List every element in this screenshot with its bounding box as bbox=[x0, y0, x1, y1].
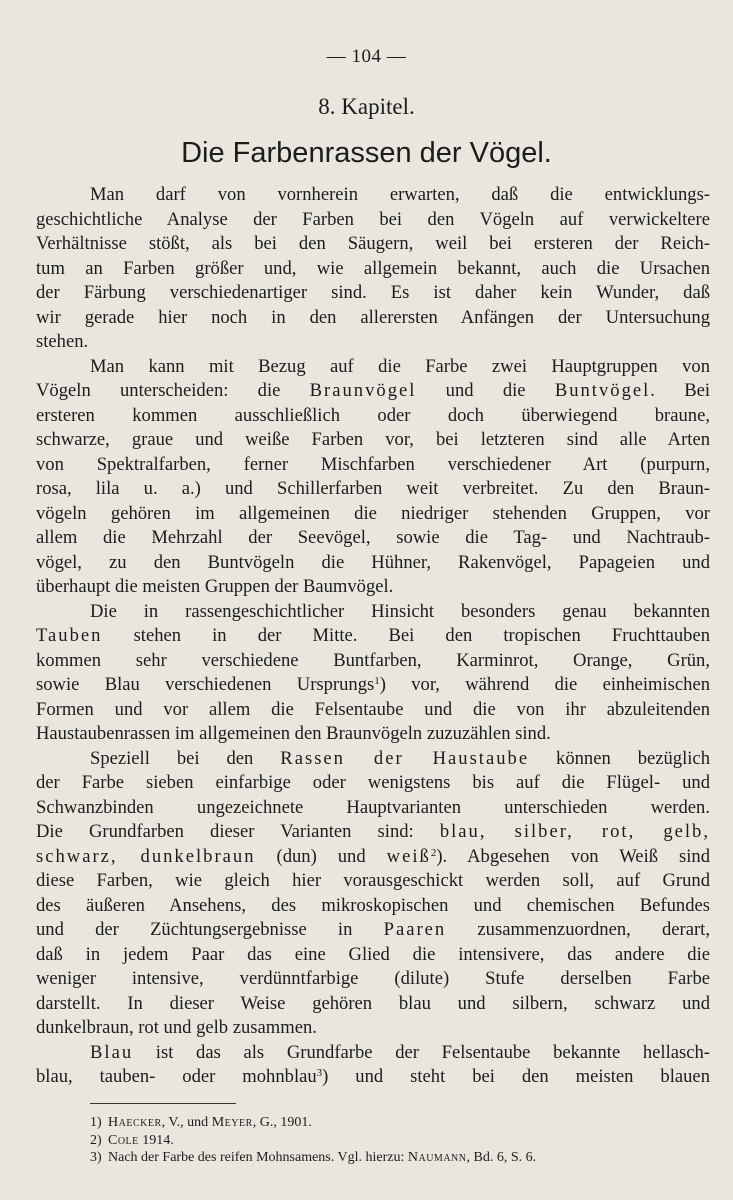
emphasis-term: Braunvögel bbox=[309, 380, 417, 401]
text-line: daß in jedem Paar das eine Glied die intensivere, das andere die bbox=[36, 943, 710, 965]
page-number: — 104 — bbox=[326, 46, 407, 67]
text-line: schwarz, dunkelbraun (dun) und weiß$^2$). Abgesehen von Weiß sind bbox=[36, 845, 711, 867]
emphasis-term: Rassen der Haustaube bbox=[280, 747, 530, 769]
text-line: rosa, lila u. a.) und Schillerfarben weit verbreitet. Zu den Braun- bbox=[36, 478, 710, 499]
text-line: ersteren kommen ausschließlich oder doch überwiegend braune, bbox=[36, 404, 710, 426]
text-line: Blau ist das als Grundfarbe der Felsentaube bekannte hellasch- bbox=[90, 1041, 710, 1063]
text-line: Haustaubenrassen im allgemeinen den Braunvögeln zuzuzählen sind. bbox=[36, 723, 551, 744]
text-line: kommen sehr verschiedene Buntfarben, Karminrot, Orange, Grün, bbox=[36, 649, 710, 671]
footnotes bbox=[90, 1114, 730, 1167]
emphasis-term: Paaren bbox=[383, 919, 447, 940]
text-line: Die in rassengeschichtlicher Hinsicht besonders genau bekannten bbox=[90, 600, 710, 622]
text-line: vögel, zu den Buntvögeln die Hühner, Rakenvögel, Papageien und bbox=[36, 551, 710, 573]
text-line: schwarze, graue und weiße Farben vor, bei letzteren sind alle Arten bbox=[36, 429, 710, 450]
text-line: Man kann mit Bezug auf die Farbe zwei Hauptgruppen von bbox=[90, 355, 710, 377]
footnote: 3) Nach der Farbe des reifen Mohnsamens. Vgl. hierzu: Naumann, Bd. 6, S. 6. bbox=[90, 1150, 537, 1165]
text-line: tum an Farben größer und, wie allgemein bekannt, auch die Ursachen bbox=[36, 257, 710, 279]
text-line: vögeln gehören im allgemeinen die niedriger stehenden Gruppen, vor bbox=[36, 502, 710, 524]
text-line: Vögeln unterscheiden: die Braunvögel und die Buntvögel. Bei bbox=[36, 380, 711, 401]
text-line: dunkelbraun, rot und gelb zusammen. bbox=[36, 1017, 317, 1038]
text-line: wir gerade hier noch in den allerersten Anfängen der Untersuchung bbox=[36, 306, 710, 328]
text-line: weniger intensive, verdünntfarbige (dilute) Stufe derselben Farbe bbox=[36, 968, 710, 989]
emphasis-term: Blau bbox=[90, 1041, 134, 1063]
emphasis-term: weiß bbox=[386, 845, 431, 867]
text-line: darstellt. In dieser Weise gehören blau und silbern, schwarz und bbox=[36, 992, 710, 1014]
text-line: Tauben stehen in der Mitte. Bei den tropischen Fruchttauben bbox=[36, 625, 711, 646]
emphasis-term: Tauben bbox=[36, 625, 103, 646]
text-line: geschichtliche Analyse der Farben bei den Vögeln auf verwickeltere bbox=[36, 208, 710, 230]
text-line: der Farbe sieben einfarbige oder wenigstens bis auf die Flügel- und bbox=[36, 772, 710, 793]
text-line: von Spektralfarben, ferner Mischfarben verschiedener Art (purpurn, bbox=[36, 453, 710, 475]
text-line: sowie Blau verschiedenen Ursprungs$^1$) vor, während die einheimischen bbox=[36, 674, 710, 695]
text-line: Verhältnisse stößt, als bei den Säugern, weil bei ersteren der Reich- bbox=[36, 233, 710, 254]
text-line: des äußeren Ansehens, des mikroskopischen und chemischen Befundes bbox=[36, 894, 710, 916]
body-text bbox=[36, 183, 710, 1090]
emphasis-term: blau, silber, rot, gelb, bbox=[439, 821, 710, 842]
text-line: allem die Mehrzahl der Seevögel, sowie die Tag- und Nachtraub- bbox=[36, 527, 710, 548]
emphasis-term: schwarz, dunkelbraun bbox=[36, 845, 256, 867]
chapter-heading: 8. Kapitel. bbox=[318, 94, 415, 119]
footnote-ref: 3 bbox=[316, 1067, 323, 1079]
text-line: Man darf von vornherein erwarten, daß die entwicklungs- bbox=[90, 184, 710, 205]
footnote-ref: 2 bbox=[430, 846, 437, 859]
text-line: überhaupt die meisten Gruppen der Baumvögel. bbox=[36, 576, 394, 597]
text-line: der Färbung verschiedenartiger sind. Es ist daher kein Wunder, daß bbox=[36, 282, 710, 303]
text-line: und der Züchtungsergebnisse in Paaren zusammenzuordnen, derart, bbox=[36, 919, 710, 940]
text-line: blau, tauben- oder mohnblau$^3$) und steht bei den meisten blauen bbox=[36, 1066, 710, 1087]
footnote: 1) Haecker, V., und Meyer, G., 1901. bbox=[90, 1115, 312, 1130]
text-line: diese Farben, wie gleich hier vorausgeschickt werden soll, auf Grund bbox=[36, 870, 710, 891]
emphasis-term: Buntvögel bbox=[554, 380, 651, 401]
text-line: Die Grundfarben dieser Varianten sind: blau, silber, rot, gelb, bbox=[36, 821, 710, 842]
footnote-ref: 1 bbox=[374, 675, 380, 687]
text-line: stehen. bbox=[36, 331, 89, 352]
text-line: Speziell bei den Rassen der Haustaube können bezüglich bbox=[90, 747, 710, 769]
text-line: Schwanzbinden ungezeichnete Hauptvarianten unterschieden werden. bbox=[36, 796, 710, 818]
text-line: Formen und vor allem die Felsentaube und die von ihr abzuleitenden bbox=[36, 698, 710, 720]
footnote: 2) Cole 1914. bbox=[90, 1132, 174, 1148]
page-title: Die Farbenrassen der Vögel. bbox=[181, 137, 552, 169]
footnote-divider bbox=[90, 1103, 236, 1104]
